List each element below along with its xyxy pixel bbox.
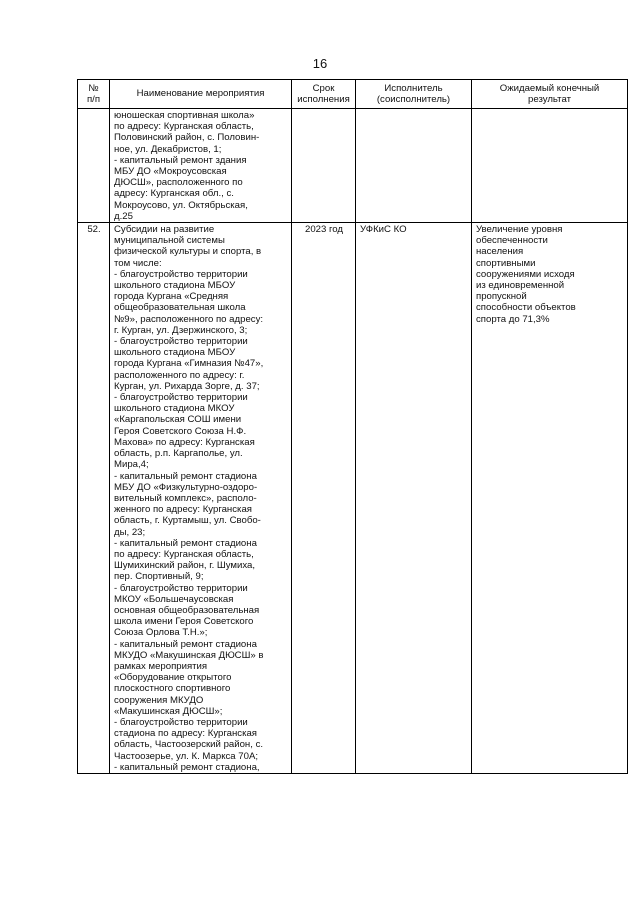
activity-line: женного по адресу: Курганская — [114, 504, 252, 516]
activity-line: МБУ ДО «Физкультурно-оздоро- — [114, 481, 258, 493]
activity-line: «Оборудование открытого — [114, 672, 232, 684]
result-line: Увеличение уровня — [476, 224, 563, 236]
table-header-row — [78, 80, 628, 109]
header-activity-name: Наименование мероприятия — [110, 80, 292, 109]
activity-line: №9», расположенного по адресу: — [114, 313, 264, 325]
activity-line: - благоустройство территории — [114, 582, 248, 594]
result-line: спортивными — [476, 257, 536, 269]
activity-line: область, г. Куртамыш, ул. Свобо- — [114, 515, 261, 527]
result-line: спорта до 71,3% — [476, 313, 550, 325]
result-line: пропускной — [476, 291, 527, 303]
activity-line: плоскостного спортивного — [114, 683, 231, 695]
activity-name — [110, 109, 292, 223]
executor — [356, 109, 472, 223]
activity-line: Половинский район, с. Половин- — [114, 132, 260, 144]
activity-line: города Кургана «Гимназия №47», — [114, 358, 264, 370]
result-line: из единовременной — [476, 280, 565, 292]
activity-line: основная общеобразовательная — [114, 604, 260, 616]
activity-line: ное, ул. Декабристов, 1; — [114, 143, 222, 155]
activity-line: общеобразовательная школа — [114, 302, 246, 314]
activity-line: г. Курган, ул. Дзержинского, 3; — [114, 324, 248, 336]
activity-line: Союза Орлова Т.Н.»; — [114, 627, 208, 639]
activity-line: ДЮСШ», расположенного по — [114, 177, 243, 189]
activity-line: физической культуры и спорта, в — [114, 246, 262, 258]
activity-line: по адресу: Курганская область, — [114, 121, 254, 133]
deadline — [292, 109, 356, 223]
activity-line: адресу: Курганская обл., с. — [114, 188, 234, 200]
activity-line: юношеская спортивная школа» — [114, 110, 255, 121]
expected-result — [472, 223, 628, 774]
activity-line: ды, 23; — [114, 526, 146, 538]
activity-line: - благоустройство территории — [114, 336, 248, 348]
table-row — [78, 109, 628, 223]
activities-table — [77, 79, 628, 774]
header-executor: Исполнитель (соисполнитель) — [356, 80, 472, 109]
activity-line: том числе: — [114, 257, 162, 269]
activity-line: вительный комплекс», располо- — [114, 492, 257, 504]
activity-line: «Каргапольская СОШ имени — [114, 414, 242, 426]
activity-line: Субсидии на развитие — [114, 224, 215, 236]
deadline: 2023 год — [292, 223, 356, 774]
activity-line: - капитальный ремонт стадиона, — [114, 761, 260, 773]
activity-line: рамках мероприятия — [114, 660, 208, 672]
result-line: сооружениями исходя — [476, 268, 575, 280]
executor: УФКиС КО — [356, 223, 472, 774]
activity-line: города Кургана «Средняя — [114, 291, 229, 303]
activity-line: пер. Спортивный, 9; — [114, 571, 204, 583]
activity-line: Мокроусово, ул. Октябрьская, — [114, 199, 248, 211]
activity-line: область, Частоозерский район, с. — [114, 739, 264, 751]
activity-line: «Макушинская ДЮСШ»; — [114, 705, 223, 717]
activity-line: - капитальный ремонт стадиона — [114, 470, 257, 482]
activity-line: Курган, ул. Рихарда Зорге, д. 37; — [114, 380, 260, 392]
result-line: способности объектов — [476, 302, 576, 314]
row-number — [78, 109, 110, 223]
activity-line: - благоустройство территории — [114, 716, 248, 728]
activity-line: д.25 — [114, 210, 133, 222]
activity-line: Махова» по адресу: Курганская — [114, 436, 255, 448]
expected-result — [472, 109, 628, 223]
header-expected-result: Ожидаемый конечный результат — [472, 80, 628, 109]
activity-line: школьного стадиона МБОУ — [114, 280, 236, 292]
activity-line: сооружения МКУДО — [114, 694, 204, 706]
activity-line: по адресу: Курганская область, — [114, 548, 254, 560]
activity-line: школьного стадиона МБОУ — [114, 347, 236, 359]
activity-line: стадиона по адресу: Курганская — [114, 728, 258, 740]
activity-line: МБУ ДО «Мокроусовская — [114, 166, 227, 178]
result-line: обеспеченности — [476, 235, 548, 247]
activity-line: МКУДО «Макушинская ДЮСШ» в — [114, 649, 264, 661]
table-row — [78, 223, 628, 774]
activity-line: - капитальный ремонт здания — [114, 154, 247, 166]
page-number: 16 — [312, 56, 328, 71]
header-number: № п/п — [78, 80, 110, 109]
header-deadline: Срок исполнения — [292, 80, 356, 109]
activity-line: область, р.п. Каргаполье, ул. — [114, 448, 243, 460]
row-number: 52. — [78, 223, 110, 774]
activity-line: школа имени Героя Советского — [114, 616, 254, 628]
activity-line: школьного стадиона МКОУ — [114, 403, 235, 415]
activity-line: - капитальный ремонт стадиона — [114, 537, 257, 549]
activity-line: расположенного по адресу: г. — [114, 369, 245, 381]
activity-line: Героя Советского Союза Н.Ф. — [114, 425, 247, 437]
result-line: населения — [476, 246, 524, 258]
activity-line: - благоустройство территории — [114, 392, 248, 404]
activity-line: муниципальной системы — [114, 235, 225, 247]
activity-line: Частоозерье, ул. К. Маркса 70А; — [114, 750, 259, 762]
activity-line: Шумихинский район, г. Шумиха, — [114, 560, 256, 572]
activity-line: - капитальный ремонт стадиона — [114, 638, 257, 650]
activity-line: Мира,4; — [114, 459, 149, 471]
activity-line: МКОУ «Большечаусовская — [114, 593, 234, 605]
activity-name — [110, 223, 292, 774]
activity-line: - благоустройство территории — [114, 268, 248, 280]
